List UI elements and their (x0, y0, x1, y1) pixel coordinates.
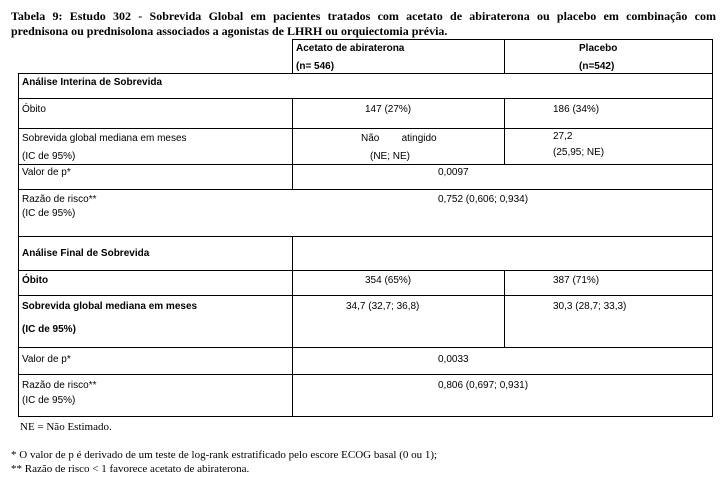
cell-median-placebo-ci: (25,95; NE) (553, 147, 605, 158)
row-label-death-final: Óbito (22, 275, 49, 286)
row-label-median-os-final: Sobrevida global mediana em meses (22, 301, 198, 312)
row-label-hazard-ratio-final: Razão de risco** (22, 380, 97, 391)
cell-death-placebo-final: 387 (71%) (553, 275, 600, 286)
cell-death-abiraterone-final: 354 (65%) (365, 275, 412, 286)
table-col-divider (504, 270, 505, 348)
cell-hazard-ratio: 0,752 (0,606; 0,934) (438, 194, 529, 205)
table-col-divider (504, 98, 505, 165)
cell-p-value: 0,0097 (438, 167, 469, 178)
row-label-p-value-final: Valor de p* (22, 354, 71, 365)
table-rule (18, 295, 713, 296)
table-rule (18, 270, 713, 271)
table-rule (18, 164, 713, 165)
table-rule (18, 236, 713, 237)
row-label-p-value: Valor de p* (22, 167, 71, 178)
cell-median-abiraterone: Não atingido (361, 133, 437, 144)
table-title (11, 9, 716, 39)
table-rule (18, 347, 713, 348)
cell-median-abiraterone-final: 34,7 (32,7; 36,8) (346, 301, 420, 312)
cell-p-value-final: 0,0033 (438, 354, 469, 365)
row-label-ci-final: (IC de 95%) (22, 324, 76, 335)
cell-death-abiraterone: 147 (27%) (365, 104, 412, 115)
cell-median-placebo: 27,2 (553, 131, 573, 142)
header-placebo: Placebo (579, 43, 618, 54)
table-rule (18, 98, 713, 99)
table-col-divider (292, 236, 293, 417)
table-rule (18, 189, 713, 190)
table-col-divider (292, 98, 293, 190)
row-label-hr-ci-final: (IC de 95%) (22, 395, 76, 406)
footnote-ne: NE = Não Estimado. (20, 421, 112, 433)
row-label-death: Óbito (22, 104, 46, 115)
table-border-left (18, 73, 19, 417)
footnote-hazard-ratio: ** Razão de risco < 1 favorece acetato de abiraterona. (11, 463, 250, 475)
table-rule (18, 128, 713, 129)
cell-death-placebo: 186 (34%) (553, 104, 600, 115)
table-title-line-1: Tabela 9: Estudo 302 - Sobrevida Global em pacientes tratados com acetato de abiraterona ou placebo em combinação com (11, 9, 716, 23)
table-rule (18, 374, 713, 375)
section-interim: Análise Interina de Sobrevida (22, 77, 163, 88)
header-placebo-n: (n=542) (579, 61, 615, 72)
table-col-divider (292, 39, 293, 74)
cell-hazard-ratio-final: 0,806 (0,697; 0,931) (438, 380, 529, 391)
table-border-top (292, 39, 713, 40)
row-label-hazard-ratio: Razão de risco** (22, 194, 97, 205)
table-border-right (712, 39, 713, 417)
cell-median-placebo-final: 30,3 (28,7; 33,3) (553, 301, 627, 312)
header-abiraterone-n: (n= 546) (296, 61, 335, 72)
cell-median-abiraterone-ci: (NE; NE) (370, 151, 410, 162)
section-final: Análise Final de Sobrevida (22, 248, 150, 259)
table-title-line-2: prednisona ou prednisolona associados a agonistas de LHRH ou orquiectomia prévia. (11, 24, 448, 38)
row-label-median-os: Sobrevida global mediana em meses (22, 133, 187, 144)
footnote-p-value: * O valor de p é derivado de um teste de log-rank estratificado pelo escore ECOG basal (0 ou 1); (11, 449, 438, 461)
header-abiraterone: Acetato de abiraterona (296, 43, 405, 54)
row-label-hr-ci: (IC de 95%) (22, 208, 76, 219)
table-col-divider (504, 39, 505, 74)
table-border-bottom (18, 416, 713, 417)
row-label-ci: (IC de 95%) (22, 151, 76, 162)
